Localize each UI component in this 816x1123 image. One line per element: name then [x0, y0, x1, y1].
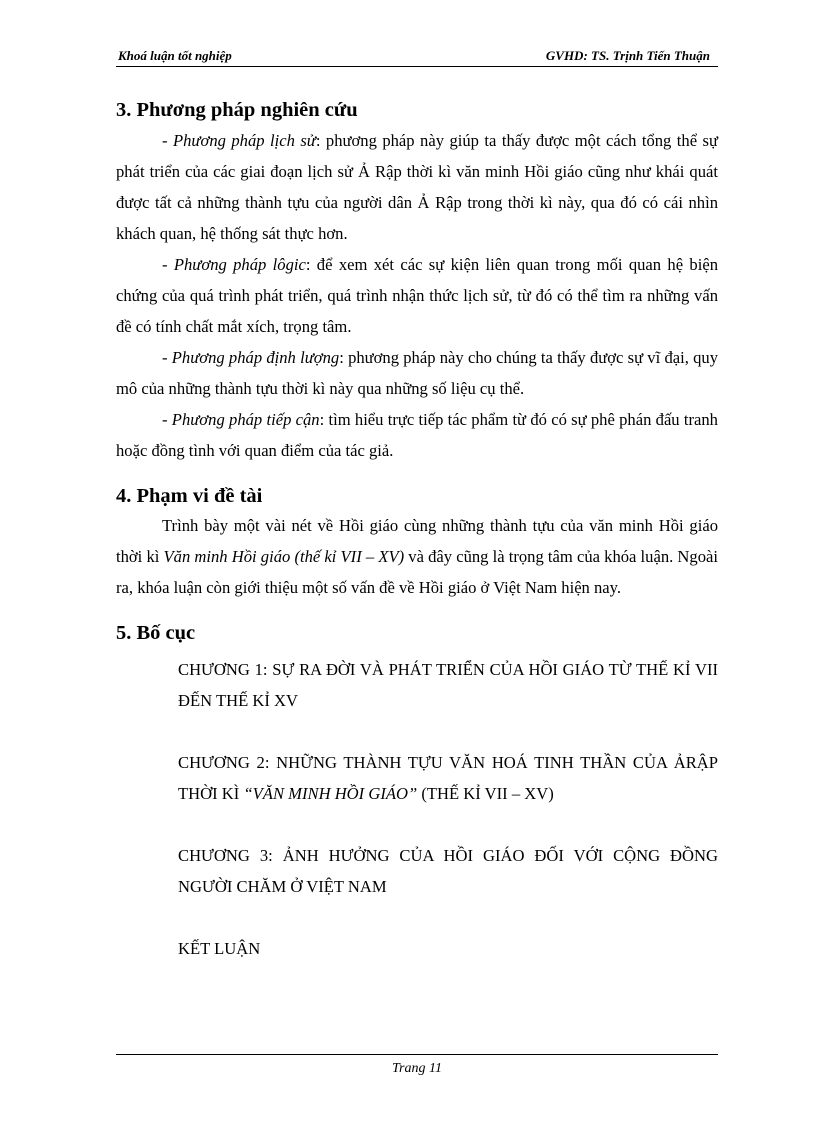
outline-list — [178, 654, 718, 964]
method-logic — [116, 249, 718, 342]
scope-text-end: và đây cũng là trọng tâm của khóa luận. Ngoài ra, khóa luận còn giới thiệu một số vấn đề về Hồi giáo ở Việt Nam hiện nay. — [116, 547, 718, 598]
method-description: : để xem xét các sự kiện liên quan trong mối quan hệ biện chứng của quá trình phát triển, quá trình nhận thức lịch sử, từ đó có thể tìm ra những vấn đề có tính chất mắt xích, trọng tâm. — [116, 254, 718, 336]
chapter-2-title-start: CHƯƠNG 2: NHỮNG THÀNH TỰU VĂN HOÁ TINH THẦN CỦA ẢRẬP THỜI KÌ — [178, 753, 718, 804]
method-name: - Phương pháp lịch sử — [162, 130, 316, 150]
method-quantitative — [116, 342, 718, 404]
scope-paragraph — [116, 510, 718, 603]
header-thesis-label: Khoá luận tốt nghiệp — [118, 48, 232, 63]
method-approach — [116, 404, 718, 466]
method-name: - Phương pháp lôgic — [162, 254, 306, 274]
outline-chapter-3: CHƯƠNG 3: ẢNH HƯỞNG CỦA HỒI GIÁO ĐỐI VỚI CỘNG ĐỒNG NGƯỜI CHĂM Ở VIỆT NAM — [178, 846, 718, 897]
method-name: - Phương pháp tiếp cận — [162, 409, 320, 429]
section-5-heading: 5. Bố cục — [116, 622, 196, 645]
page-number: Trang 11 — [392, 1061, 442, 1076]
method-description: : phương pháp này cho chúng ta thấy được sự vĩ đại, quy mô của những thành tựu thời kì này qua những số liệu cụ thể. — [116, 347, 719, 398]
scope-italic-title: Văn minh Hồi giáo (thế kỉ VII – XV) — [163, 547, 405, 567]
section-3-heading: 3. Phương pháp nghiên cứu — [116, 99, 358, 121]
chapter-2-italic: “VĂN MINH HỒI GIÁO” — [243, 784, 418, 804]
outline-chapter-2 — [178, 747, 718, 809]
method-name: - Phương pháp định lượng — [162, 347, 340, 367]
header-advisor: GVHD: TS. Trịnh Tiến Thuận — [545, 48, 710, 63]
method-history — [116, 125, 718, 249]
method-description: : tìm hiểu trực tiếp tác phẩm từ đó có sự phê phán đấu tranh hoặc đồng tình với quan điểm của tác giả. — [116, 409, 718, 460]
method-description: : phương pháp này giúp ta thấy được một cách tổng thể sự phát triển của các giai đoạn lịch sử Ả Rập thời kì văn minh Hồi giáo cũng như khái quát được tất cả những thành tựu của người dân Ả Rập trong thời kì này, qua đó có cái nhìn khách quan, hệ thống sát thực hơn. — [116, 130, 718, 243]
outline-conclusion: KẾT LUẬN — [178, 939, 261, 959]
scope-text-start: Trình bày một vài nét về Hồi giáo cùng những thành tựu của văn minh Hồi giáo thời kì — [116, 516, 718, 567]
page-header — [116, 46, 718, 67]
outline-chapter-1: CHƯƠNG 1: SỰ RA ĐỜI VÀ PHÁT TRIỂN CỦA HỒI GIÁO TỪ THẾ KỈ VII ĐẾN THẾ KỈ XV — [178, 660, 718, 711]
page-footer — [116, 1054, 718, 1077]
section-4-heading: 4. Phạm vi đề tài — [116, 484, 263, 507]
page-body — [116, 96, 718, 964]
chapter-2-title-end: (THẾ KỈ VII – XV) — [417, 784, 554, 804]
